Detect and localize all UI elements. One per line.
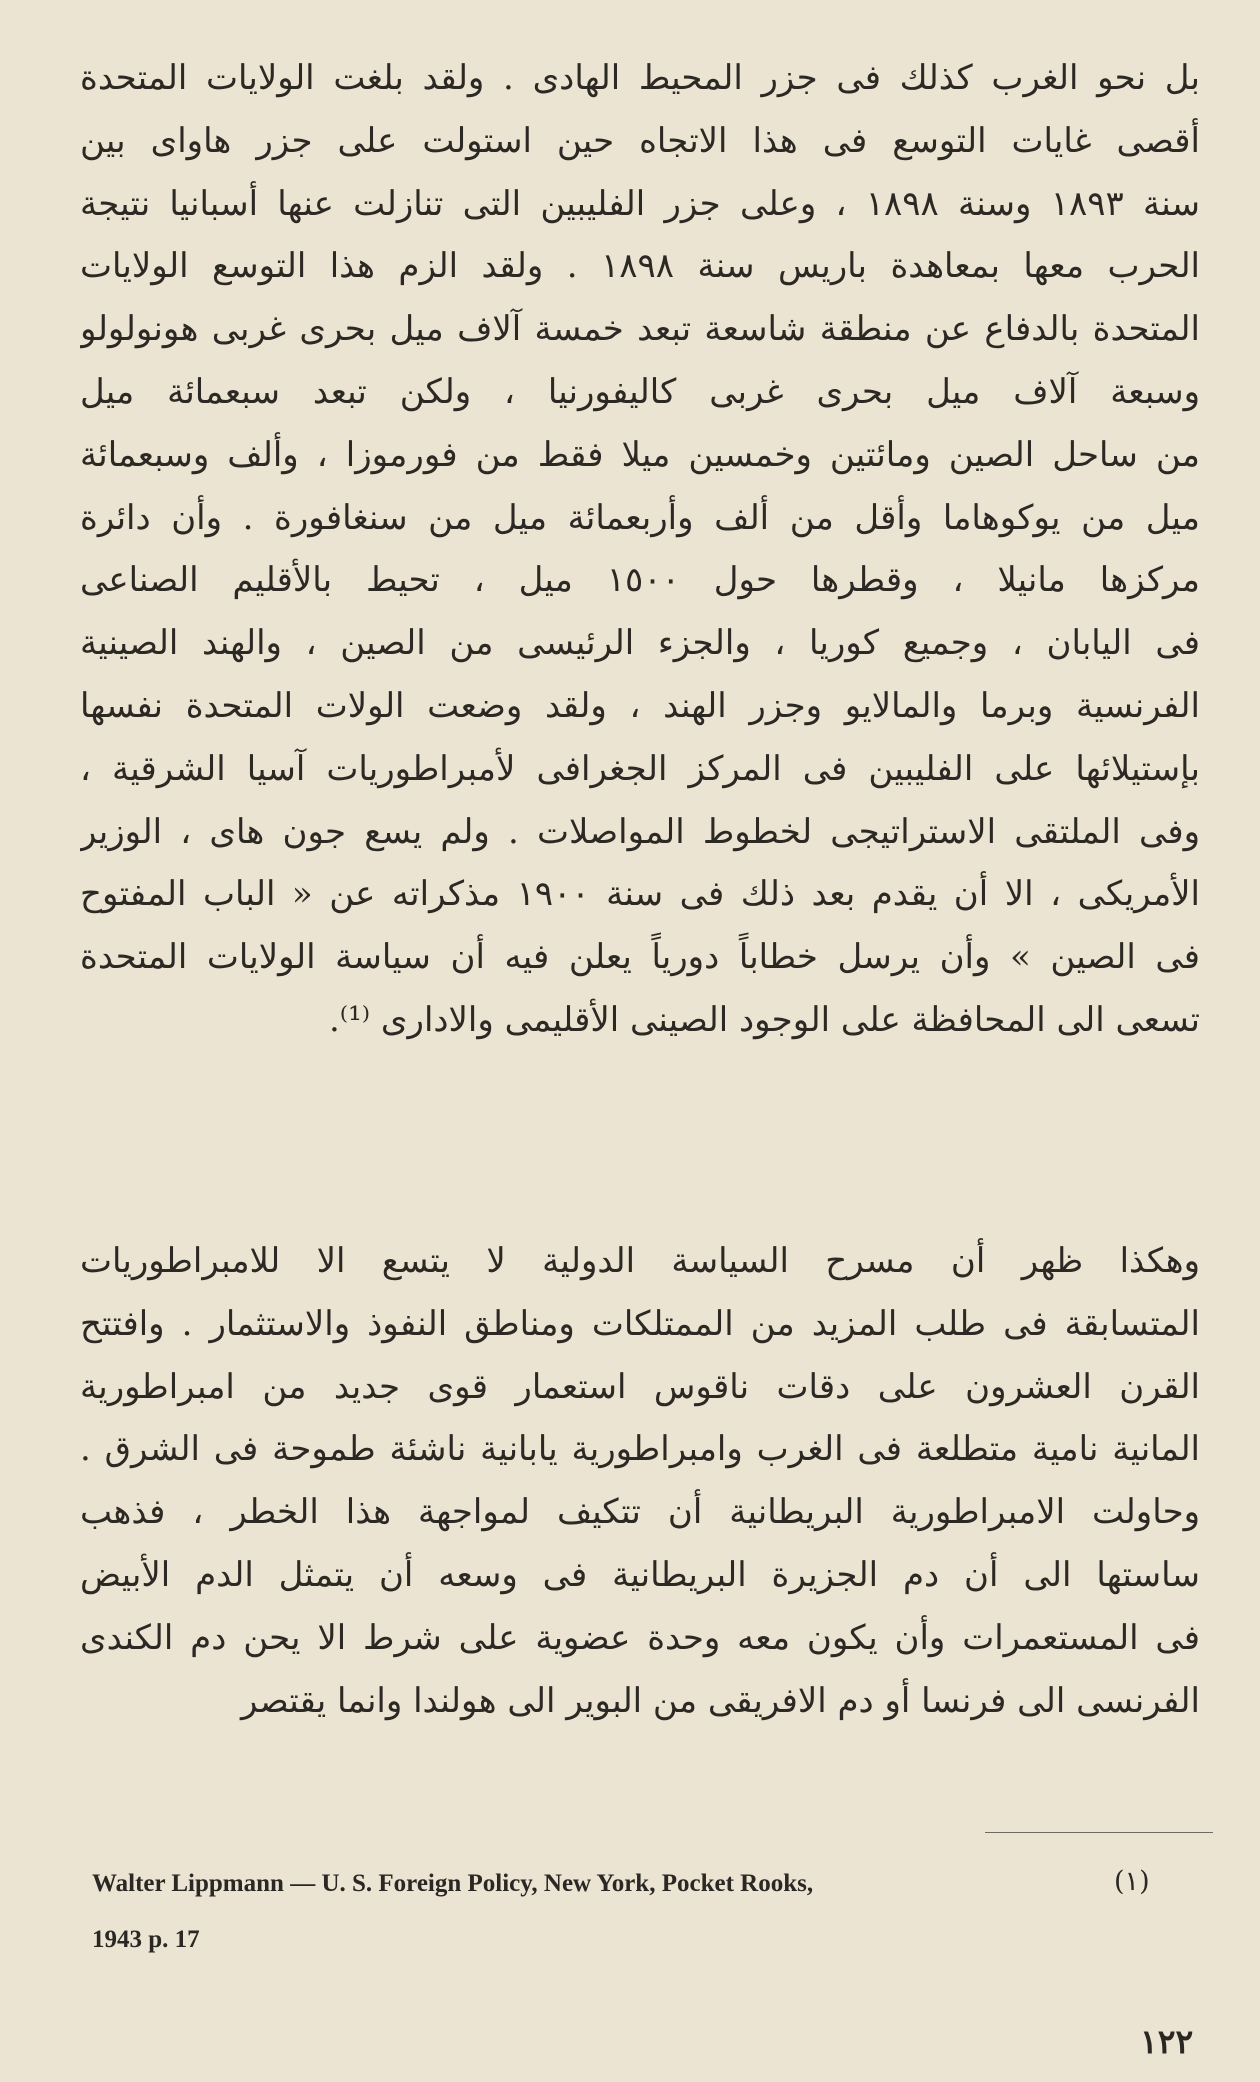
text-line: وفى الملتقى الاستراتيجى لخطوط المواصلات . ولم يسع جون هاى ، الوزير: [80, 811, 1200, 852]
page-number: ١٢٢: [1140, 2022, 1194, 2061]
text-line: وهكذا ظهر أن مسرح السياسة الدولية لا يتسع الا للامبراطوريات: [80, 1241, 1200, 1281]
text-line: فى المستعمرات وأن يكون معه وحدة عضوية على شرط الا يحن دم الكندى: [80, 1617, 1200, 1658]
text-line: فى اليابان ، وجميع كوريا ، والجزء الرئيسى من الصين ، والهند الصينية: [80, 623, 1200, 664]
text-line: المانية نامية متطلعة فى الغرب وامبراطورية يابانية ناشئة طموحة فى الشرق .: [80, 1429, 1200, 1470]
text-line: بل نحو الغرب كذلك فى جزر المحيط الهادى . ولقد بلغت الولايات المتحدة: [80, 58, 1200, 98]
text-line: من ساحل الصين ومائتين وخمسين ميلا فقط من فورموزا ، وألف وسبعمائة: [80, 434, 1200, 475]
footnote-line-2: 1943 p. 17: [92, 1926, 200, 1953]
text-line: ساستها الى أن دم الجزيرة البريطانية فى وسعه أن يتمثل الدم الأبيض: [80, 1554, 1200, 1595]
text-line: وسبعة آلاف ميل بحرى غربى كاليفورنيا ، ولكن تبعد سبعمائة ميل: [80, 371, 1200, 412]
text-line: ميل من يوكوهاما وأقل من ألف وأربعمائة ميل من سنغافورة . وأن دائرة: [80, 497, 1200, 538]
text-line: أقصى غايات التوسع فى هذا الاتجاه حين استولت على جزر هاواى بين: [80, 120, 1200, 161]
text-line: تسعى الى المحافظة على الوجود الصينى الأقليمى والادارى ⁽¹⁾.: [328, 999, 1200, 1040]
text-line: الفرنسية وبرما والمالايو وجزر الهند ، ولقد وضعت الولات المتحدة نفسها: [80, 685, 1200, 726]
footnote-divider: [985, 1832, 1213, 1833]
text-line: الحرب معها بمعاهدة باريس سنة ١٨٩٨ . ولقد الزم هذا التوسع الولايات: [80, 246, 1200, 287]
text-line: المتسابقة فى طلب المزيد من الممتلكات ومناطق النفوذ والاستثمار . وافتتح: [80, 1303, 1200, 1344]
text-line: الأمريكى ، الا أن يقدم بعد ذلك فى سنة ١٩٠٠ مذكراته عن « الباب المفتوح: [80, 874, 1200, 915]
text-line: سنة ١٨٩٣ وسنة ١٨٩٨ ، وعلى جزر الفليبين التى تنازلت عنها أسبانيا نتيجة: [80, 183, 1200, 224]
text-line: المتحدة بالدفاع عن منطقة شاسعة تبعد خمسة آلاف ميل بحرى غربى هونولولو: [80, 309, 1200, 350]
paragraph-2: [80, 1230, 1200, 1732]
text-line: مركزها مانيلا ، وقطرها حول ١٥٠٠ ميل ، تحيط بالأقليم الصناعى: [80, 560, 1200, 601]
footnote-citation: Walter Lippmann — U. S. Foreign Policy, New York, Pocket Rooks,: [92, 1870, 814, 1897]
text-line: وحاولت الامبراطورية البريطانية أن تتكيف لمواجهة هذا الخطر ، فذهب: [80, 1492, 1200, 1533]
text-line: الفرنسى الى فرنسا أو دم الافريقى من البوير الى هولندا وانما يقتصر: [240, 1680, 1200, 1721]
footnote-marker: (١): [1114, 1866, 1150, 1897]
text-line: فى الصين » وأن يرسل خطاباً دورياً يعلن فيه أن سياسة الولايات المتحدة: [80, 937, 1200, 978]
paragraph-1: [80, 47, 1200, 1052]
text-line: بإستيلائها على الفليبين فى المركز الجغرافى لأمبراطوريات آسيا الشرقية ،: [80, 748, 1200, 789]
text-line: القرن العشرون على دقات ناقوس استعمار قوى جديد من امبراطورية: [80, 1366, 1200, 1407]
footnote-line-1: [92, 1866, 1172, 1898]
